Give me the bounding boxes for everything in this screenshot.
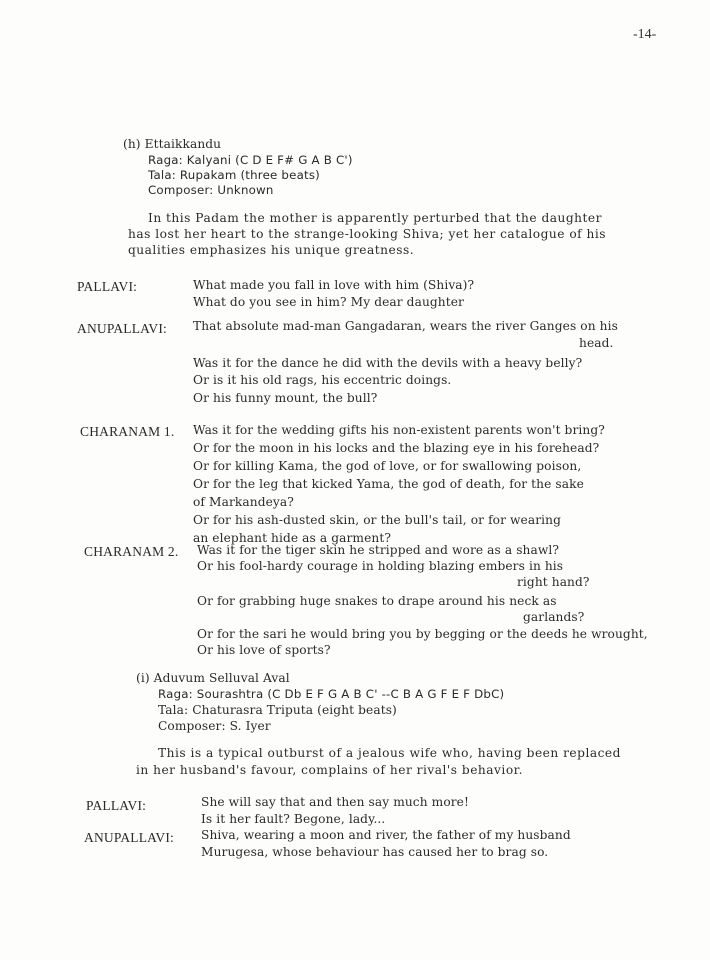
verse-line: Or for the leg that kicked Yama, the god of death, for the sake [193,477,584,491]
intro-line: qualities emphasizes his unique greatness. [128,243,415,257]
section-heading: (h) Ettaikkandu [123,137,222,151]
verse-line: Was it for the wedding gifts his non-existent parents won't bring? [193,423,605,437]
verse-line: What do you see in him? My dear daughter [193,295,464,309]
verse-line: What made you fall in love with him (Shiva)? [193,278,475,292]
raga-line: Raga: Kalyani (C D E F# G A B C') [148,153,353,167]
verse-line: Or his funny mount, the bull? [193,391,378,405]
intro-line: in her husband's favour, complains of her rival's behavior. [136,763,524,777]
verse-line: Is it her fault? Begone, lady... [201,812,386,826]
verse-label: ANUPALLAVI: [77,321,167,336]
verse-line: Or is it his old rags, his eccentric doings. [193,373,452,387]
intro-line: has lost her heart to the strange-looking Shiva; yet her catalogue of his [128,227,607,241]
verse-line: Or for killing Kama, the god of love, or for swallowing poison, [193,459,582,473]
composer-line: Composer: Unknown [148,183,274,197]
verse-line: garlands? [523,610,585,624]
composer-line: Composer: S. Iyer [158,719,271,733]
verse-line: right hand? [517,575,590,589]
verse-line: of Markandeya? [193,495,294,509]
raga-line: Raga: Sourashtra (C Db E F G A B C' --C B A G F E F DbC) [158,687,505,701]
verse-line: Or his fool-hardy courage in holding blazing embers in his [197,559,564,573]
verse-line: Shiva, wearing a moon and river, the father of my husband [201,828,571,842]
intro-line: This is a typical outburst of a jealous wife who, having been replaced [158,746,621,760]
verse-label: PALLAVI: [86,798,147,813]
verse-line: Or for the sari he would bring you by begging or the deeds he wrought, [197,627,648,641]
verse-label: CHARANAM 2. [84,544,179,559]
section-heading: (i) Aduvum Selluval Aval [136,671,290,685]
verse-line: She will say that and then say much more! [201,795,469,809]
intro-line: In this Padam the mother is apparently perturbed that the daughter [148,211,602,225]
tala-line: Tala: Rupakam (three beats) [148,168,320,182]
verse-line: Was it for the dance he did with the devils with a heavy belly? [193,356,583,370]
verse-label: PALLAVI: [77,279,138,294]
verse-label: CHARANAM 1. [80,424,175,439]
verse-line: Or his love of sports? [197,643,331,657]
verse-line: Or for the moon in his locks and the blazing eye in his forehead? [193,441,600,455]
verse-line: Or for grabbing huge snakes to drape around his neck as [197,594,557,608]
verse-line: That absolute mad-man Gangadaran, wears the river Ganges on his [193,319,618,333]
verse-label: ANUPALLAVI: [84,830,174,845]
verse-line: Murugesa, whose behaviour has caused her to brag so. [201,845,549,859]
tala-line: Tala: Chaturasra Triputa (eight beats) [158,703,397,717]
verse-line: Or for his ash-dusted skin, or the bull's tail, or for wearing [193,513,562,527]
verse-line: an elephant hide as a garment? [193,531,391,545]
page-number: -14- [633,27,657,42]
verse-line: head. [579,336,614,350]
verse-line: Was it for the tiger skin he stripped and wore as a shawl? [197,543,560,557]
